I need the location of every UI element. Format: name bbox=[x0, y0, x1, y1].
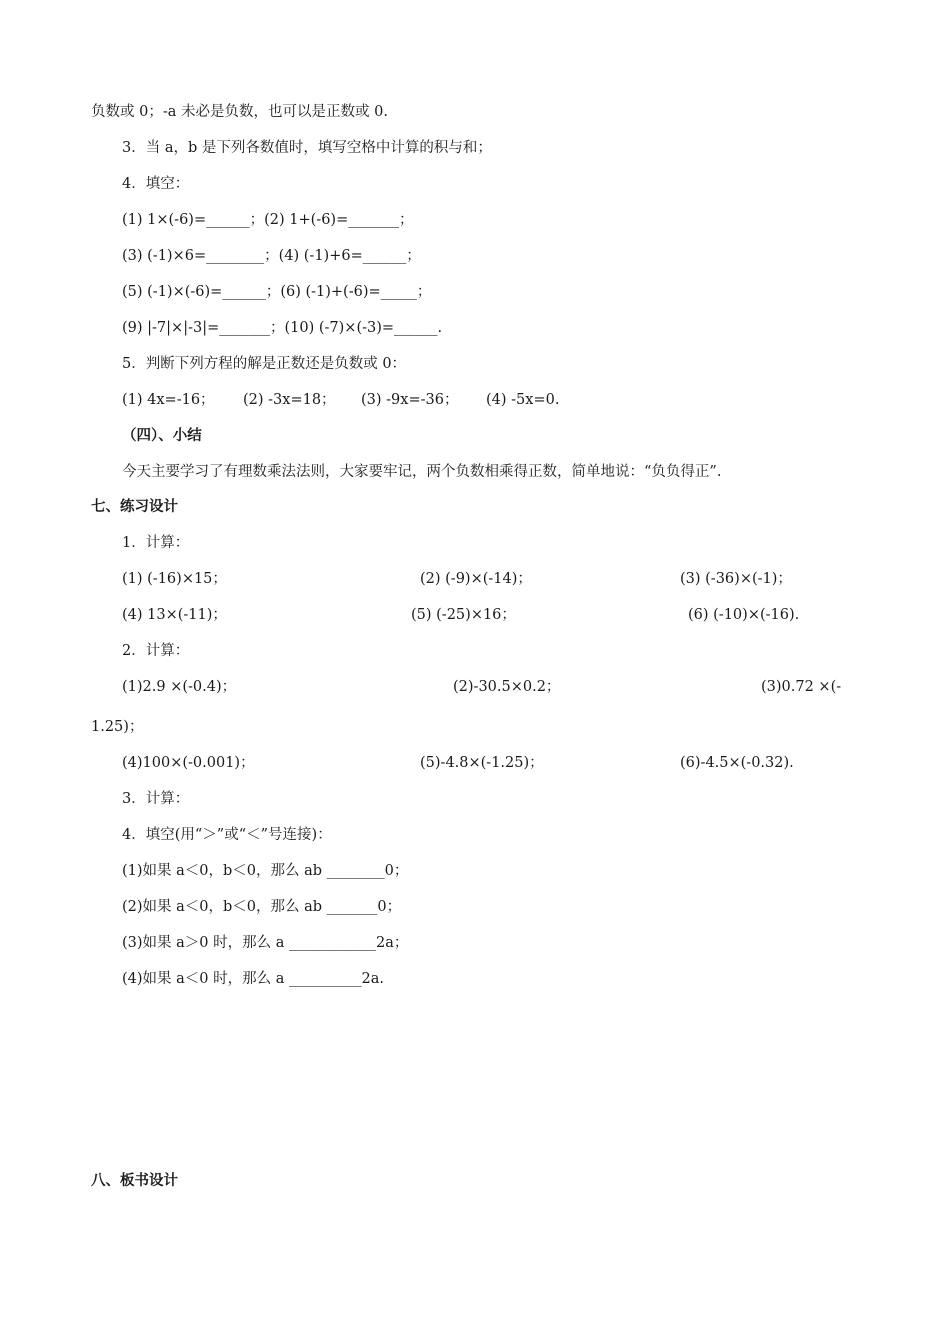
section-heading-summary: （四）、小结 bbox=[122, 428, 202, 444]
fill-blank-line: (1)如果 a＜0，b＜0，那么 ab ________0； bbox=[122, 863, 409, 879]
exercise-item: (5) (-25)×16； bbox=[411, 607, 516, 623]
text-line: 负数或 0；-a 未必是负数，也可以是正数或 0. bbox=[91, 104, 388, 120]
equation-item: (3) -9x=-36； bbox=[361, 392, 459, 408]
exercise-item: (1)2.9 ×(-0.4)； bbox=[122, 679, 237, 695]
equation-item: (2) -3x=18； bbox=[243, 392, 336, 408]
equation-item: (4) -5x=0. bbox=[486, 392, 560, 408]
exercise-item: (4) 13×(-11)； bbox=[122, 607, 227, 623]
question-5: 5．判断下列方程的解是正数还是负数或 0： bbox=[122, 356, 407, 372]
question-3: 3．当 a，b 是下列各数值时，填写空格中计算的积与和； bbox=[122, 140, 492, 156]
fill-blank-line: (4)如果 a＜0 时，那么 a __________2a. bbox=[122, 971, 384, 987]
question-4: 4．填空： bbox=[122, 176, 190, 192]
fill-blank-line: (3)如果 a＞0 时，那么 a ____________2a； bbox=[122, 935, 409, 951]
fill-blank-line: (9) |-7|×|-3|=_______；(10) (-7)×(-3)=______. bbox=[122, 320, 443, 336]
equation-item: (1) 4x=-16； bbox=[122, 392, 215, 408]
exercise-2: 2．计算： bbox=[122, 643, 190, 659]
section-heading-board: 八、板书设计 bbox=[91, 1173, 178, 1189]
exercise-item: (3)0.72 ×(- bbox=[761, 679, 842, 695]
fill-blank-line: (3) (-1)×6=________；(4) (-1)+6=______； bbox=[122, 248, 421, 264]
exercise-item: (2)-30.5×0.2； bbox=[453, 679, 561, 695]
exercise-item: (5)-4.8×(-1.25)； bbox=[420, 755, 544, 771]
exercise-item: (6) (-10)×(-16). bbox=[688, 607, 800, 623]
exercise-item: (2) (-9)×(-14)； bbox=[420, 571, 532, 587]
exercise-4: 4．填空(用“＞”或“＜”号连接)： bbox=[122, 827, 332, 843]
exercise-item: (3) (-36)×(-1)； bbox=[680, 571, 792, 587]
section-heading-practice: 七、练习设计 bbox=[91, 499, 178, 515]
exercise-item: (6)-4.5×(-0.32). bbox=[680, 755, 794, 771]
exercise-item-continued: 1.25)； bbox=[91, 719, 144, 735]
exercise-1: 1．计算： bbox=[122, 535, 190, 551]
exercise-item: (4)100×(-0.001)； bbox=[122, 755, 255, 771]
fill-blank-line: (2)如果 a＜0，b＜0，那么 ab _______0； bbox=[122, 899, 402, 915]
exercise-3: 3．计算： bbox=[122, 791, 190, 807]
exercise-item: (1) (-16)×15； bbox=[122, 571, 227, 587]
fill-blank-line: (1) 1×(-6)=______；(2) 1+(-6)=_______； bbox=[122, 212, 414, 228]
fill-blank-line: (5) (-1)×(-6)=______；(6) (-1)+(-6)=_____； bbox=[122, 284, 432, 300]
summary-text: 今天主要学习了有理数乘法法则，大家要牢记，两个负数相乘得正数，简单地说：“负负得正”. bbox=[122, 464, 722, 480]
